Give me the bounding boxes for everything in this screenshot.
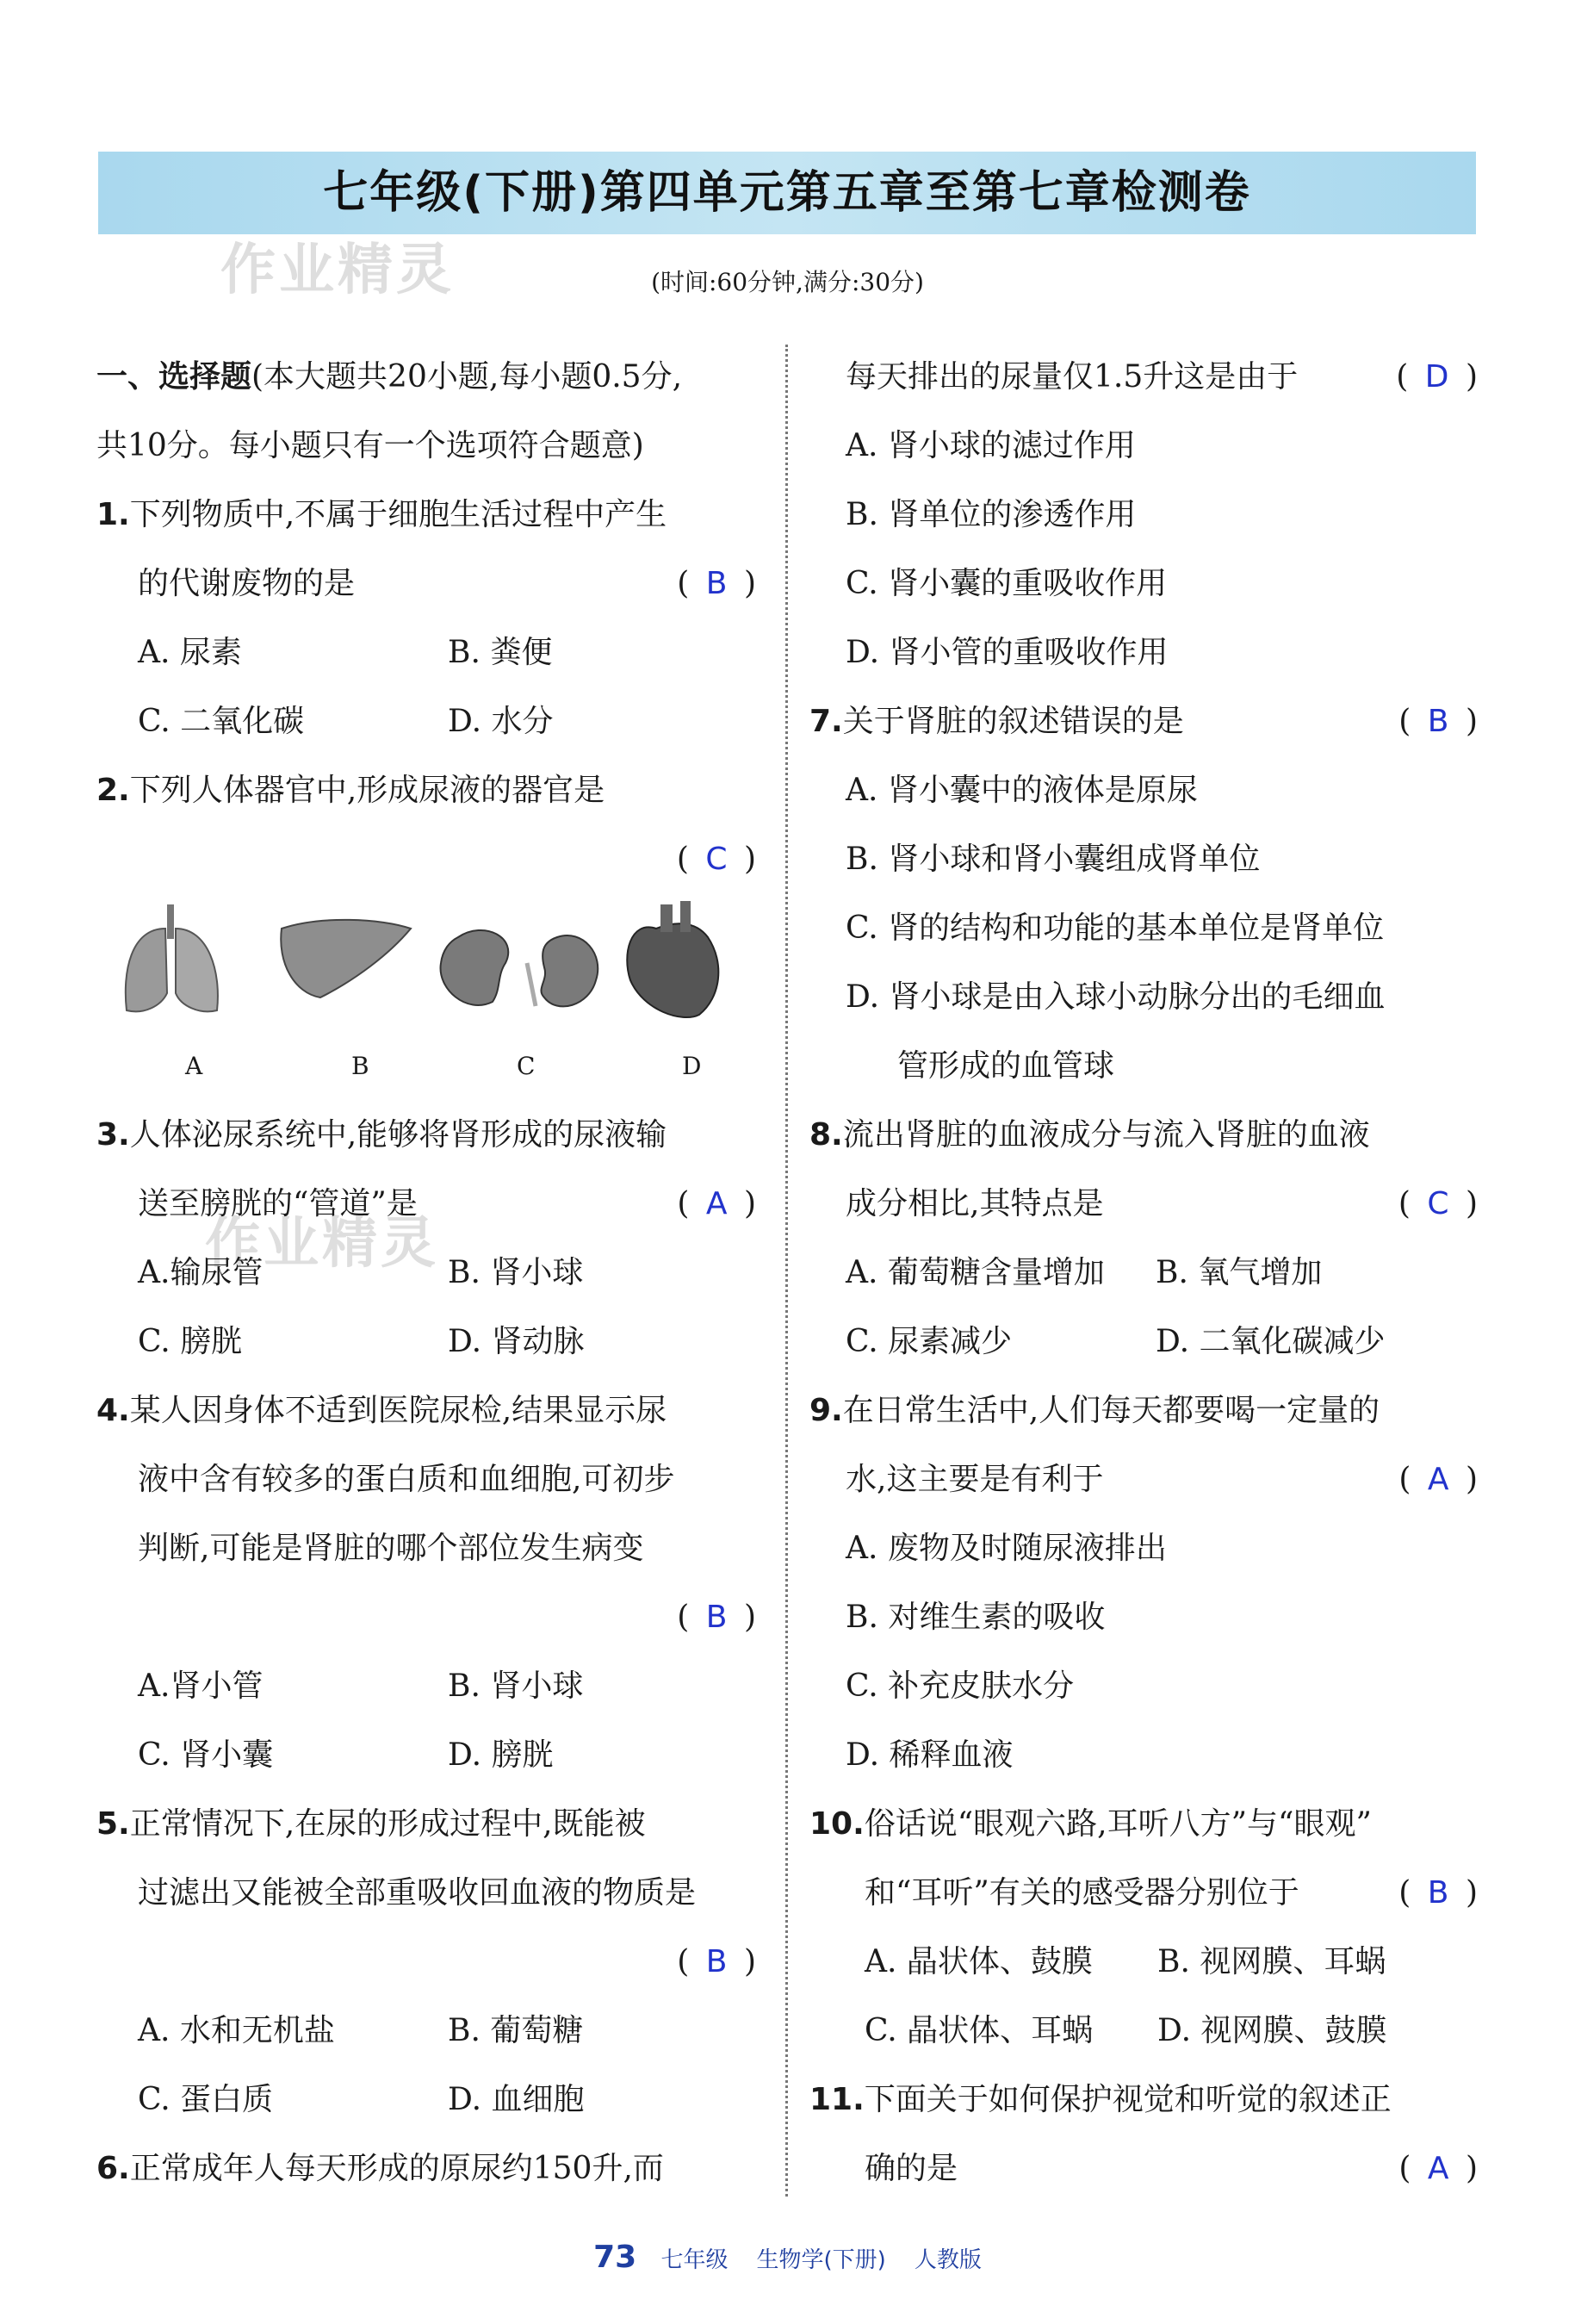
- lungs-icon: [126, 904, 218, 1011]
- question-6: 6.正常成年人每天形成的原尿约150升,而: [96, 2151, 664, 2186]
- answer-bracket: ( B ): [677, 566, 760, 601]
- answer-bracket: ( C ): [676, 842, 760, 877]
- options-row: A.肾小管 B. 肾小球: [138, 1668, 584, 1704]
- section-description: 共10分。每小题只有一个选项符合题意): [96, 428, 644, 463]
- question-4: 4.某人因身体不适到医院尿检,结果显示尿: [96, 1393, 667, 1428]
- options-row: C. 尿素减少 D. 二氧化碳减少: [846, 1324, 1386, 1359]
- page-number: 73: [593, 2240, 637, 2275]
- column-divider: [785, 345, 788, 2197]
- question-11: 11.下面关于如何保护视觉和听觉的叙述正: [809, 2082, 1392, 2117]
- options-row: C. 肾小囊 D. 膀胱: [138, 1737, 554, 1773]
- options-row: C. 膀胱 D. 肾动脉: [138, 1324, 585, 1359]
- kidney-icon: [441, 930, 598, 1006]
- left-column: 一、选择题(本大题共20小题,每小题0.5分, 共10分。每小题只有一个选项符合题意) 1.下列物质中,不属于细胞生活过程中产生 的代谢废物的是 ( B ) A. 尿素 B. 粪便 C. 二氧化碳 D. 水分 2.下列人体器官中,形成尿液的器官是 ( C ) A B C D 3.人体泌尿系统中,能够将肾形成的尿液输 送至膀胱的“管道”是 ( A ) A.输尿管 B. 肾小球 C. 膀胱 D. 肾动脉 4.某人因身体不适到医院尿检,结果显示尿 液中含有较多的蛋白质和血细胞,可初步 判断,可能是肾脏的哪个部位发生病变 ( B ) A.肾小管 B. 肾小球 C. 肾小囊 D. 膀胱 5.正常情况下,在尿的形成过程中,既能被 过滤出又能被全部重吸收回血液的物质是 ( B ) A. 水和无机盐 B. 葡萄糖 C. 蛋白质 D. 血细胞 6.正常成年人每天形成的原尿约150升,而: [96, 343, 760, 2203]
- question-10: 10.俗话说“眼观六路,耳听八方”与“眼观”: [809, 1806, 1372, 1842]
- question-5: 5.正常情况下,在尿的形成过程中,既能被: [96, 1806, 646, 1842]
- answer-bracket: ( D ): [1396, 359, 1481, 395]
- options-row: C. 晶状体、耳蜗 D. 视网膜、鼓膜: [865, 2013, 1387, 2048]
- watermark: 作业精灵: [205, 1212, 439, 1276]
- options-row: A. 葡萄糖含量增加 B. 氧气增加: [846, 1255, 1323, 1290]
- right-column: 每天排出的尿量仅1.5升这是由于 ( D ) A. 肾小球的滤过作用 B. 肾单位的渗透作用 C. 肾小囊的重吸收作用 D. 肾小管的重吸收作用 7.关于肾脏的叙述错误的是 ( B ) A. 肾小囊中的液体是原尿 B. 肾小球和肾小囊组成肾单位 C. 肾的结构和功能的基本单位是肾单位 D. 肾小球是由入球小动脉分出的毛细血 管形成的血管球 8.流出肾脏的血液成分与流入肾脏的血液 成分相比,其特点是 ( C ) A. 葡萄糖含量增加 B. 氧气增加 C. 尿素减少 D. 二氧化碳减少 9.在日常生活中,人们每天都要喝一定量的 水,这主要是有利于 ( A ) A. 废物及时随尿液排出 B. 对维生素的吸收 C. 补充皮肤水分 D. 稀释血液 10.俗话说“眼观六路,耳听八方”与“眼观” 和“耳听”有关的感受器分别位于 ( B ) A. 晶状体、鼓膜 B. 视网膜、耳蜗 C. 晶状体、耳蜗 D. 视网膜、鼓膜 11.下面关于如何保护视觉和听觉的叙述正 确的是 ( A ): [809, 343, 1481, 2203]
- title-banner: [98, 152, 1476, 234]
- question-1: 1.下列物质中,不属于细胞生活过程中产生: [96, 497, 667, 532]
- answer-bracket: ( B ): [677, 1600, 760, 1635]
- options-row: A.输尿管 B. 肾小球: [138, 1255, 584, 1290]
- question-7: 7.关于肾脏的叙述错误的是 ( B ): [809, 687, 1481, 756]
- liver-icon: [281, 920, 411, 997]
- question-8: 8.流出肾脏的血液成分与流入肾脏的血液: [809, 1117, 1370, 1153]
- page-footer: 73 七年级 生物学(下册) 人教版: [593, 2240, 982, 2275]
- answer-bracket: ( B ): [1398, 1875, 1481, 1911]
- answer-bracket: ( A ): [1398, 1462, 1481, 1497]
- organ-illustrations: [96, 894, 760, 1032]
- exam-info: (时间:60分钟,满分:30分): [651, 268, 924, 296]
- page-title: 七年级(下册)第四单元第五章至第七章检测卷: [323, 167, 1251, 219]
- question-9: 9.在日常生活中,人们每天都要喝一定量的: [809, 1393, 1380, 1428]
- question-2: 2.下列人体器官中,形成尿液的器官是: [96, 773, 605, 808]
- section-header: 一、选择题(本大题共20小题,每小题0.5分,: [96, 359, 683, 395]
- organ-labels: A B C D: [185, 1052, 702, 1080]
- heart-icon: [627, 901, 718, 1017]
- answer-bracket: ( C ): [1398, 1186, 1481, 1221]
- options-row: C. 蛋白质 D. 血细胞: [138, 2082, 585, 2117]
- organ-images: [96, 894, 760, 1032]
- answer-bracket: ( A ): [677, 1186, 760, 1221]
- watermark: 作业精灵: [220, 239, 455, 302]
- answer-bracket: ( A ): [1398, 2151, 1481, 2186]
- answer-bracket: ( B ): [1398, 704, 1481, 739]
- options-row: C. 二氧化碳 D. 水分: [138, 704, 554, 739]
- answer-bracket: ( B ): [677, 1944, 760, 1979]
- options-row: A. 晶状体、鼓膜 B. 视网膜、耳蜗: [865, 1944, 1386, 1979]
- options-row: A. 尿素 B. 粪便: [138, 635, 553, 670]
- options-row: A. 水和无机盐 B. 葡萄糖: [138, 2013, 584, 2048]
- question-3: 3.人体泌尿系统中,能够将肾形成的尿液输: [96, 1117, 667, 1153]
